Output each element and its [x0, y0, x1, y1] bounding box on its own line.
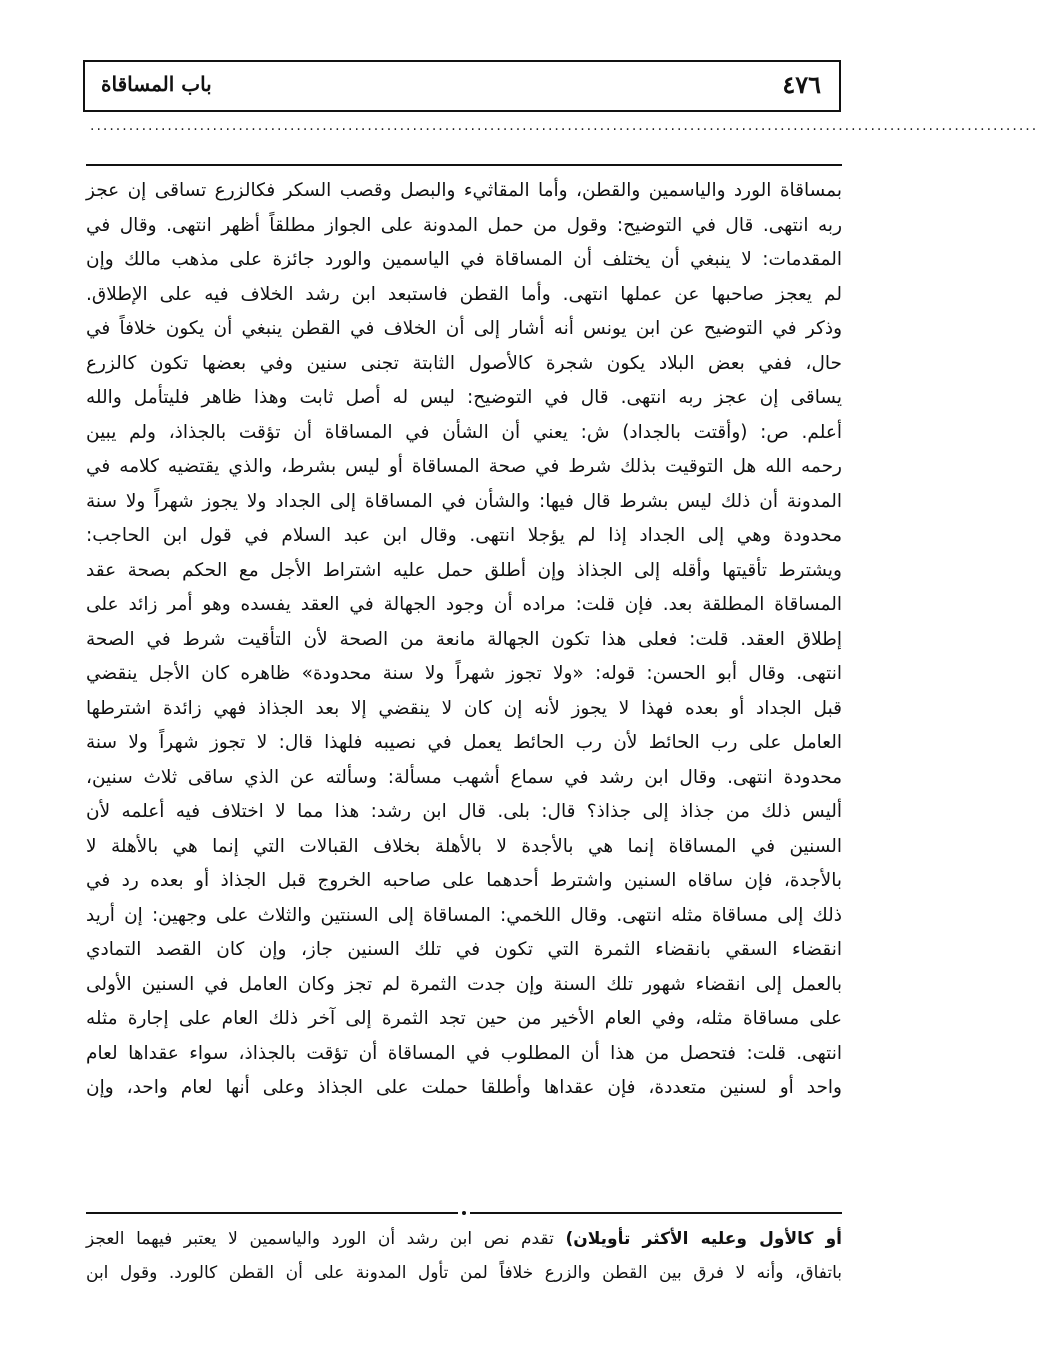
- text-line: المساقاة المطلقة بعد. فإن قلت: مراده أن وجود الجهالة في العقد يفسده وهو أمر زائد على: [86, 594, 842, 615]
- text-line: بالعمل إلى انقضاء شهور تلك السنة وإن جدت الثمرة لم تجز وكان العامل في السنين الأولى: [86, 973, 842, 995]
- text-line: المقدمات: لا ينبغي أن يختلف أن المساقاة في الياسمين والورد جائزة على مذهب مالك وإن: [86, 249, 842, 270]
- dotted-separator: ...................................................................................................................................................: [90, 118, 1038, 134]
- text-line: انتهى. قلت: فتحصل من هذا أن المطلوب في المساقاة أن تؤقت بالجذاذ، سواء عقداها لعام: [86, 1042, 842, 1064]
- text-line: المدونة أن ذلك ليس بشرط قال فيها: والشأن في المساقاة إلى الجداد ولا يجوز شهراً ولا سنة: [86, 490, 842, 512]
- text-line: بمساقاة الورد والياسمين والقطن، وأما المقاثيء والبصل وقصب السكر فكالزرع تساقى إن عجز: [86, 180, 842, 201]
- text-line: محدودة وهي إلى الجداد إذا لم يؤجلا انتهى. وقال ابن عبد السلام في قول ابن الحاجب:: [86, 525, 842, 546]
- text-line: لم يعجز صاحبها عن عملها انتهى. وأما القطن فاستبعد ابن رشد الخلاف فيه على الإطلاق.: [86, 283, 842, 305]
- text-line: ذلك إلى مساقاة مثله انتهى. وقال اللخمي: المساقاة إلى السنتين والثلاث على وجهين: إن أريد: [86, 904, 842, 926]
- text-line: يساقى إن عجز ربه انتهى. قال في التوضيح: ليس له أصل ثابت وهذا ظاهر فليتأمل والله: [86, 387, 842, 408]
- header-rule: [86, 164, 842, 166]
- footnote-rule: [86, 1212, 842, 1214]
- page-header: [83, 60, 841, 112]
- footnote-lead: أو كالأول وعليه الأكثر تأويلان): [565, 1229, 842, 1249]
- footnote-line1-rest: تقدم نص ابن رشد أن الورد والياسمين لا يعتبر فيهما العجز: [86, 1229, 566, 1249]
- text-line: قبل الجداد أو بعده فهذا لا يجوز لأنه إن كان لا ينقضي إلا بعد الجذاذ فهي زائدة اشترطها: [86, 697, 842, 719]
- text-line: ربه انتهى. قال في التوضيح: وقول من حمل المدونة على الجواز مطلقاً أظهر انتهى. وقال في: [86, 214, 842, 236]
- text-line: انقضاء السقي بانقضاء الثمرة التي تكون في تلك السنين جاز، وإن كان القصد التمادي: [86, 939, 842, 960]
- text-line: محدودة انتهى. وقال ابن رشد في سماع أشهب مسألة: وسألته عن الذي ساقى ثلاث سنين،: [86, 766, 842, 788]
- text-line: حال، ففي بعض البلاد يكون شجرة كالأصول الثابتة تجنى سنين وفي بعضها تكون كالزرع: [86, 352, 842, 374]
- text-line: العامل على رب الحائط لأن رب الحائط يعمل في نصيبه فلهذا قال: لا تجوز شهراً ولا سنة: [86, 732, 842, 753]
- footnote-line: باتفاق، وأنه لا فرق بين القطن والزرع خلافاً لمن تأول المدونة على أن القطن كالورد. وقول ابن: [86, 1263, 842, 1283]
- text-line: إطلاق العقد. قلت: فعلى هذا تكون الجهالة مانعة من الصحة لأن التأقيت شرط في الصحة: [86, 628, 842, 650]
- text-line: أليس ذلك من جذاذ إلى جذاذ؟ قال: بلى. قال ابن رشد: هذا مما لا اختلاف فيه أعلمه لأن: [86, 801, 842, 822]
- text-line: وذكر في التوضيح عن ابن يونس أنه أشار إلى أن الخلاف في القطن ينبغي أن يكون خلافاً في: [86, 318, 842, 339]
- text-line: ويشترط تأقيتها وأقله إلى الجذاذ وإن أطلق حمل عليه اشتراط الأجل مع الحكم بصحة عقد: [86, 559, 842, 581]
- text-line: رحمه الله هل التوقيت بذلك شرط في صحة المساقاة أو ليس بشرط، والذي يقتضيه كلامه في: [86, 456, 842, 477]
- page-number: ٤٧٦: [782, 70, 821, 99]
- footnote: [86, 1222, 842, 1290]
- text-line: واحد أو لسنين متعددة، فإن عقداها وأطلقا حملت على الجذاذ وعلى أنها لعام واحد، وإن: [86, 1077, 842, 1098]
- footnote-line: [86, 1222, 842, 1256]
- chapter-title: باب المساقاة: [101, 72, 212, 96]
- text-line: انتهى. وقال أبو الحسن: قوله: «ولا تجوز شهراً ولا سنة محدودة» ظاهره كان الأجل ينقضي: [86, 663, 842, 684]
- text-line: أعلم. ص: (وأقتت بالجداد) ش: يعني أن الشأن في المساقاة أن تؤقت بالجذاذ، ولم يبين: [86, 421, 842, 443]
- text-line: السنين في المساقاة إنما هي بالأجدة لا بالأهلة بخلاف القبالات التي إنما هي بالأهلة لا: [86, 835, 842, 857]
- text-line: بالأجدة، فإن ساقاه السنين واشترط أحدهما على صاحبه الخروج قبل الجذاذ أو بعده رد في: [86, 870, 842, 891]
- text-line: على مساقاة مثله، وفي العام الأخير من حين تجد الثمرة إلى آخر ذلك العام على إجارة مثله: [86, 1008, 842, 1029]
- main-text: [86, 174, 842, 1106]
